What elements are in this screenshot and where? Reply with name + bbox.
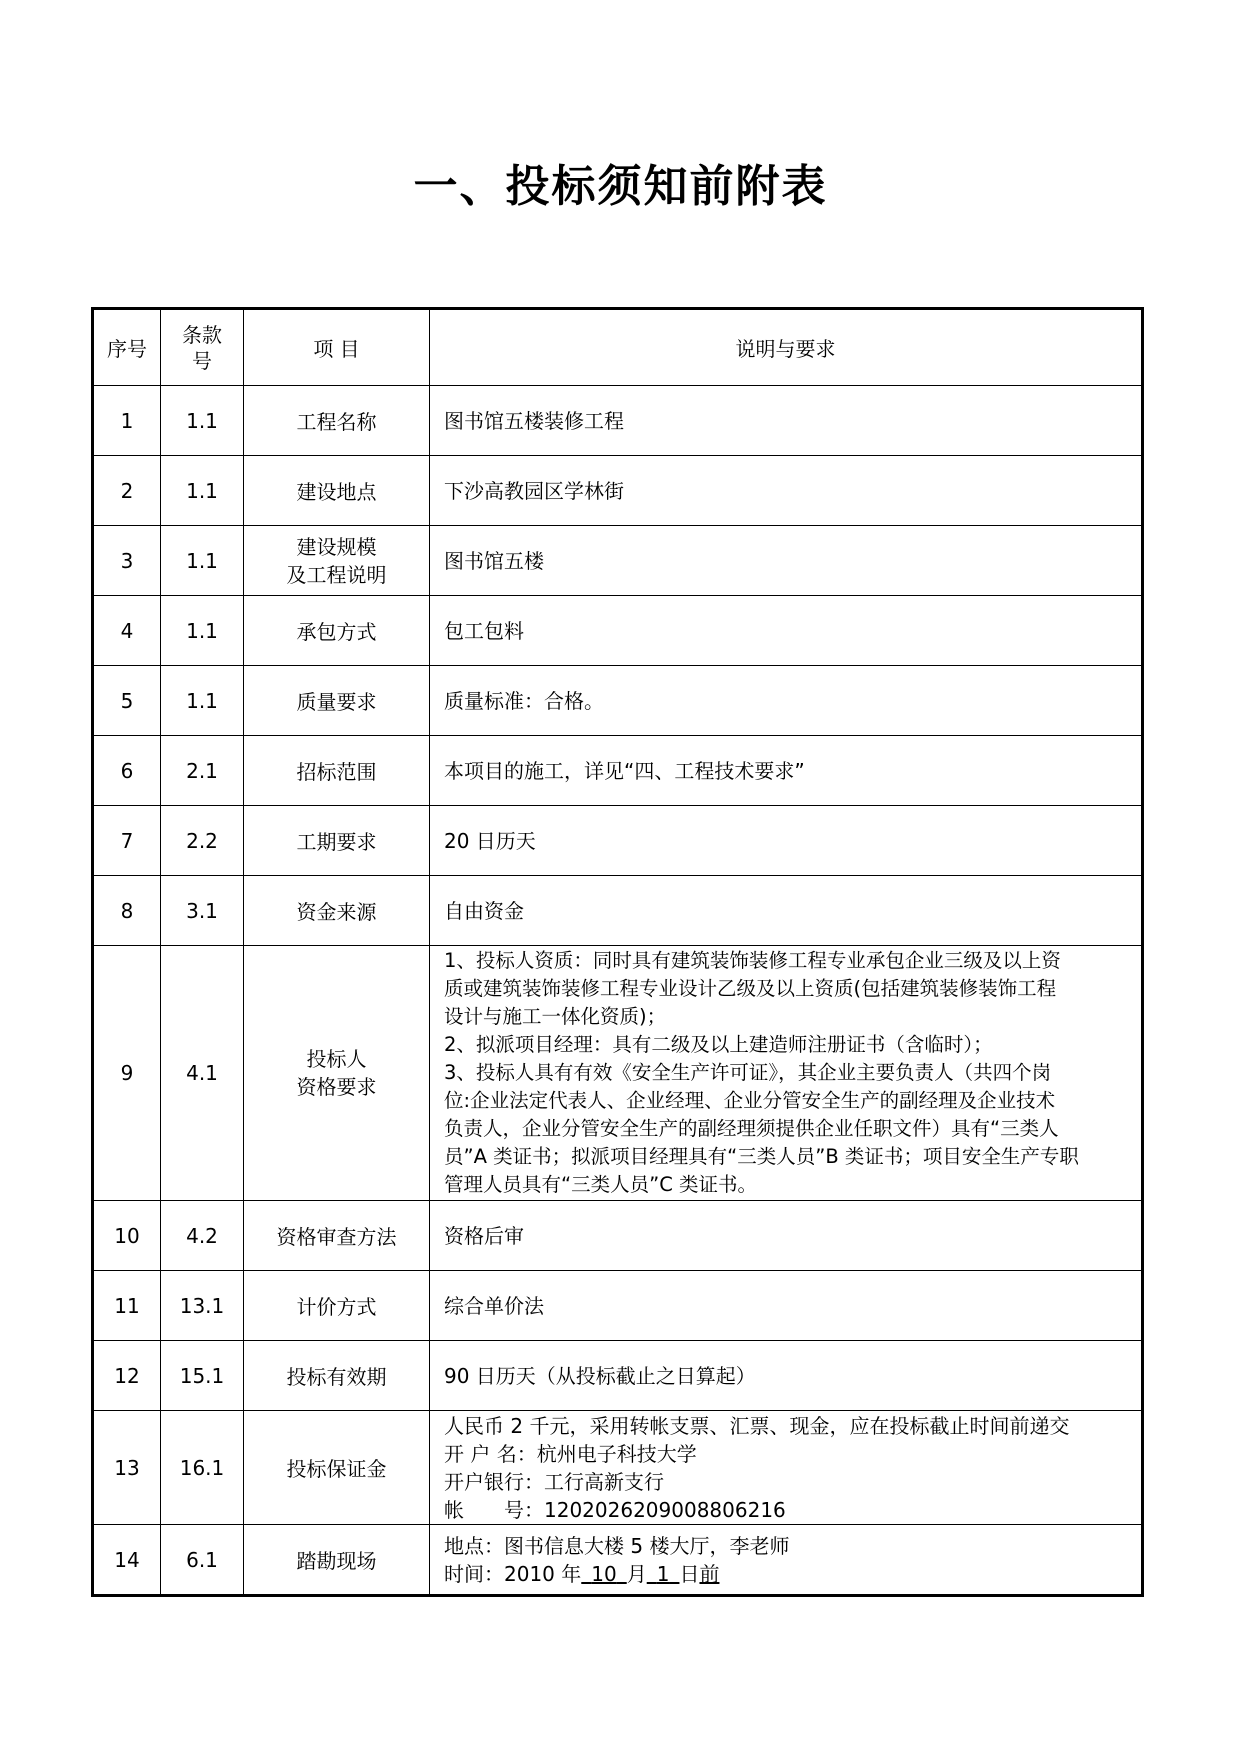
time-month: 10 [591, 1561, 617, 1586]
cell-desc: 本项目的施工，详见“四、工程技术要求” [430, 736, 1143, 806]
cell-clause: 1.1 [161, 386, 244, 456]
header-item: 项 目 [244, 309, 430, 386]
desc-line: 帐 号：1202026209008806216 [444, 1497, 786, 1522]
time-month-unit: 月 [626, 1561, 647, 1586]
table-row [93, 666, 1143, 736]
cell-clause: 1.1 [161, 596, 244, 666]
table-row [93, 1411, 1143, 1525]
table-row [93, 1525, 1143, 1596]
cell-item [244, 946, 430, 1201]
cell-item: 质量要求 [244, 666, 430, 736]
cell-seq: 12 [93, 1341, 161, 1411]
cell-item: 招标范围 [244, 736, 430, 806]
cell-clause: 3.1 [161, 876, 244, 946]
cell-seq: 9 [93, 946, 161, 1201]
desc-line: 1、投标人资质：同时具有建筑装饰装修工程专业承包企业三级及以上资 [444, 949, 1061, 972]
cell-desc [430, 1411, 1143, 1525]
cell-desc: 综合单价法 [430, 1271, 1143, 1341]
table-row [93, 946, 1143, 1201]
table-row [93, 1341, 1143, 1411]
cell-clause: 1.1 [161, 666, 244, 736]
cell-item: 资格审查方法 [244, 1201, 430, 1271]
cell-desc: 图书馆五楼 [430, 526, 1143, 596]
desc-time-line [444, 1560, 1131, 1588]
desc-line: 位:企业法定代表人、企业经理、企业分管安全生产的副经理及企业技术 [444, 1089, 1056, 1112]
desc-line: 质或建筑装饰装修工程专业设计乙级及以上资质(包括建筑装修装饰工程 [444, 977, 1057, 1000]
desc-line: 设计与施工一体化资质)； [444, 1005, 667, 1028]
cell-item [244, 526, 430, 596]
cell-item: 承包方式 [244, 596, 430, 666]
cell-clause: 15.1 [161, 1341, 244, 1411]
time-day-unit: 日 [679, 1561, 700, 1586]
cell-desc: 质量标准：合格。 [430, 666, 1143, 736]
cell-desc [430, 946, 1143, 1201]
cell-clause: 4.2 [161, 1201, 244, 1271]
time-suffix: 前 [699, 1561, 720, 1586]
cell-item: 资金来源 [244, 876, 430, 946]
cell-item-line: 投标人 [306, 1047, 367, 1071]
cell-desc: 下沙高教园区学林街 [430, 456, 1143, 526]
cell-clause: 1.1 [161, 456, 244, 526]
header-desc: 说明与要求 [430, 309, 1143, 386]
cell-item: 计价方式 [244, 1271, 430, 1341]
cell-seq: 6 [93, 736, 161, 806]
cell-desc: 图书馆五楼装修工程 [430, 386, 1143, 456]
cell-item: 投标保证金 [244, 1411, 430, 1525]
cell-desc: 自由资金 [430, 876, 1143, 946]
cell-seq: 5 [93, 666, 161, 736]
header-clause [161, 309, 244, 386]
cell-desc: 包工包料 [430, 596, 1143, 666]
time-prefix: 时间：2010 年 [444, 1561, 582, 1586]
table-row [93, 876, 1143, 946]
cell-item: 建设地点 [244, 456, 430, 526]
table-header-row [93, 309, 1143, 386]
cell-clause: 13.1 [161, 1271, 244, 1341]
cell-item-line: 资格要求 [296, 1075, 377, 1099]
cell-clause: 2.1 [161, 736, 244, 806]
table-row [93, 1271, 1143, 1341]
desc-line: 地点：图书信息大楼 5 楼大厅，李老师 [444, 1533, 790, 1558]
cell-seq: 10 [93, 1201, 161, 1271]
time-day: 1 [656, 1561, 670, 1586]
cell-seq: 7 [93, 806, 161, 876]
cell-seq: 11 [93, 1271, 161, 1341]
desc-line: 管理人员具有“三类人员”C 类证书。 [444, 1173, 758, 1196]
desc-line: 2、拟派项目经理：具有二级及以上建造师注册证书（含临时）； [444, 1033, 993, 1056]
table-row [93, 1201, 1143, 1271]
cell-seq: 14 [93, 1525, 161, 1596]
cell-desc: 资格后审 [430, 1201, 1143, 1271]
header-clause-line: 号 [192, 348, 212, 373]
desc-line: 开 户 名：杭州电子科技大学 [444, 1441, 697, 1466]
cell-seq: 8 [93, 876, 161, 946]
desc-line: 开户银行：工行高新支行 [444, 1469, 664, 1494]
page-title: 一、投标须知前附表 [413, 161, 828, 212]
table-row [93, 526, 1143, 596]
cell-seq: 1 [93, 386, 161, 456]
header-clause-line: 条款 [182, 322, 222, 347]
cell-desc: 20 日历天 [430, 806, 1143, 876]
cell-seq: 2 [93, 456, 161, 526]
cell-item-line: 及工程说明 [286, 562, 387, 587]
desc-line: 负责人，企业分管安全生产的副经理须提供企业任职文件）具有“三类人 [444, 1117, 1059, 1140]
cell-desc [430, 1525, 1143, 1596]
cell-clause: 2.2 [161, 806, 244, 876]
cell-clause: 6.1 [161, 1525, 244, 1596]
table-row [93, 806, 1143, 876]
cell-seq: 3 [93, 526, 161, 596]
cell-item: 工程名称 [244, 386, 430, 456]
cell-clause: 16.1 [161, 1411, 244, 1525]
cell-desc: 90 日历天（从投标截止之日算起） [430, 1341, 1143, 1411]
bid-notice-table [91, 307, 1144, 1597]
cell-clause: 1.1 [161, 526, 244, 596]
cell-seq: 13 [93, 1411, 161, 1525]
desc-line: 人民币 2 千元，采用转帐支票、汇票、现金，应在投标截止时间前递交 [444, 1413, 1070, 1438]
cell-clause: 4.1 [161, 946, 244, 1201]
desc-line: 3、投标人具有有效《安全生产许可证》，其企业主要负责人（共四个岗 [444, 1061, 1052, 1084]
table-row [93, 456, 1143, 526]
cell-item-line: 建设规模 [296, 534, 377, 559]
cell-seq: 4 [93, 596, 161, 666]
header-seq: 序号 [93, 309, 161, 386]
cell-item: 投标有效期 [244, 1341, 430, 1411]
cell-item: 工期要求 [244, 806, 430, 876]
table-row [93, 736, 1143, 806]
table-row [93, 596, 1143, 666]
cell-item: 踏勘现场 [244, 1525, 430, 1596]
desc-line: 员”A 类证书；拟派项目经理具有“三类人员”B 类证书；项目安全生产专职 [444, 1145, 1079, 1168]
table-row [93, 386, 1143, 456]
